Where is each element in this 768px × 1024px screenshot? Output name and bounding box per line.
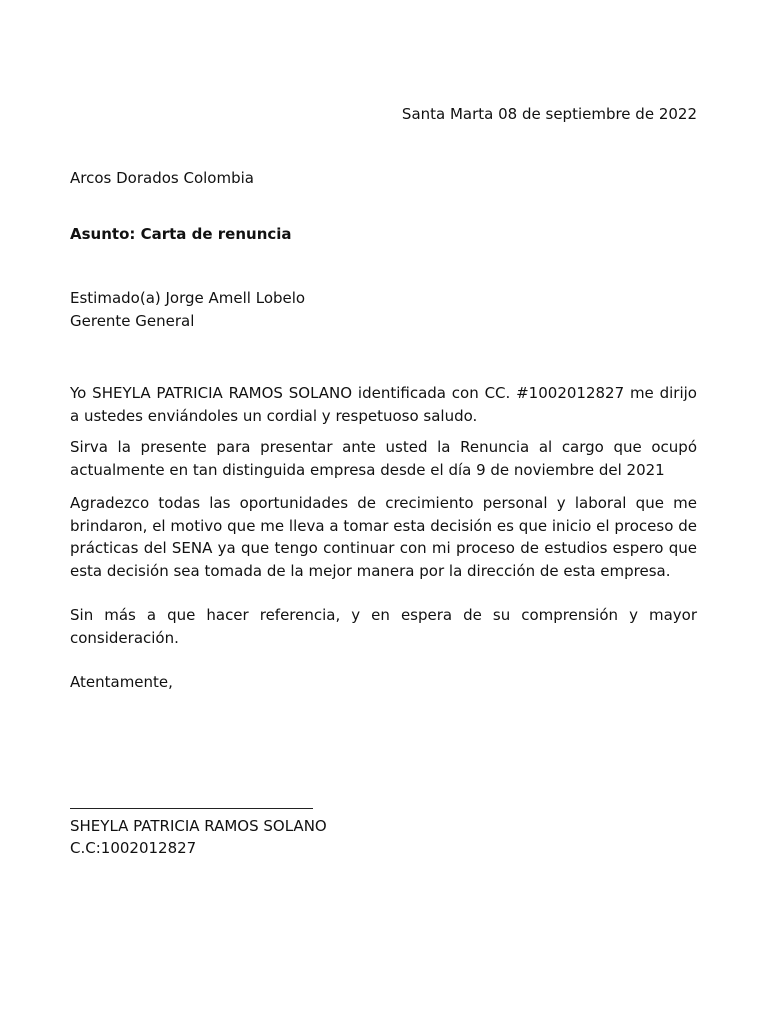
recipient-company: Arcos Dorados Colombia: [70, 169, 254, 187]
body-paragraph-intro: Yo SHEYLA PATRICIA RAMOS SOLANO identificada con CC. #1002012827 me dirijo a ustedes enviándoles un cordial y respetuoso saludo.: [70, 384, 697, 425]
greeting-title: Gerente General: [70, 311, 195, 330]
signature-id: C.C:1002012827: [70, 839, 197, 857]
signature-line: [70, 808, 313, 809]
body-paragraph-farewell: Sin más a que hacer referencia, y en espera de su comprensión y mayor consideración.: [70, 606, 697, 647]
body-paragraph-resignation: Sirva la presente para presentar ante usted la Renuncia al cargo que ocupó actualmente en tan distinguida empresa desde el día 9 de noviembre del 2021: [70, 438, 697, 479]
body-paragraph-reason: Agradezco todas las oportunidades de crecimiento personal y laboral que me brindaron, el motivo que me lleva a tomar esta decisión es que inicio el proceso de prácticas del SENA ya que tengo continuar con mi proceso de estudios espero que esta decisión sea tomada de la mejor manera por la dirección de esta empresa.: [70, 494, 697, 580]
letter-date: Santa Marta 08 de septiembre de 2022: [401, 105, 697, 123]
greeting: [70, 287, 697, 332]
signature-name: SHEYLA PATRICIA RAMOS SOLANO: [70, 817, 327, 835]
letter-closing: Atentamente,: [70, 673, 173, 691]
greeting-name: Estimado(a) Jorge Amell Lobelo: [70, 289, 306, 307]
letter-subject: Asunto: Carta de renuncia: [70, 225, 292, 243]
